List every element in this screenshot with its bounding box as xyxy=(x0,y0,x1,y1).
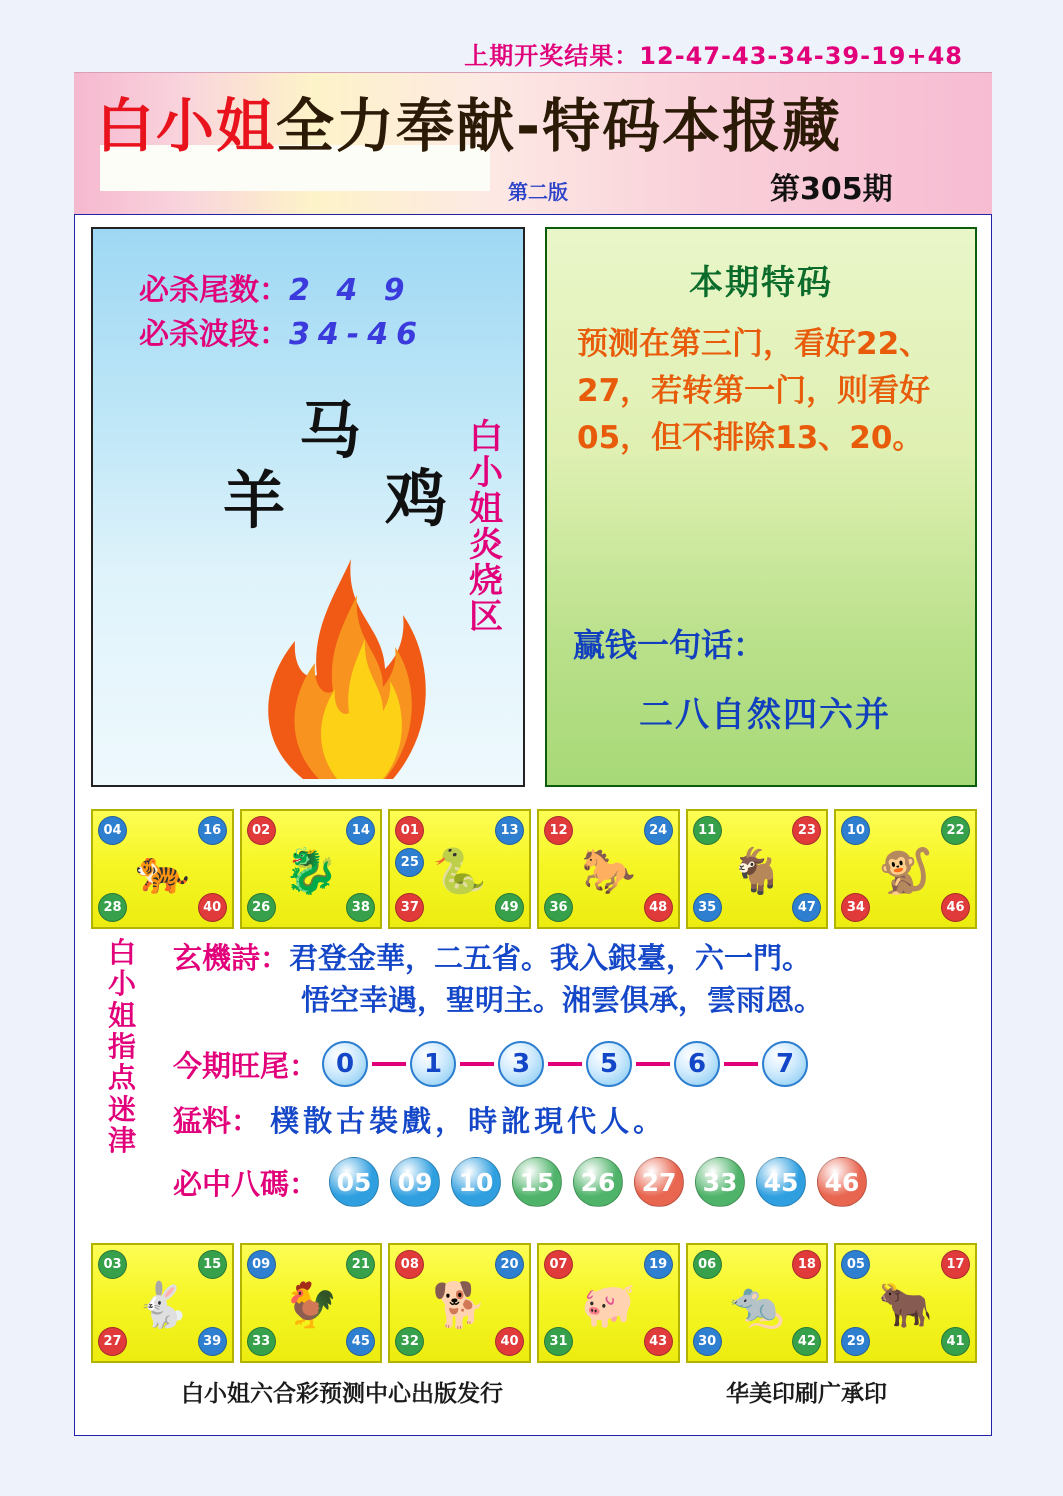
kill-range-value: 34-46 xyxy=(289,317,425,352)
middle-block xyxy=(91,933,977,1239)
animal-cell xyxy=(686,1243,829,1363)
issue-number: 第305期 xyxy=(770,172,893,207)
number-ball: 49 xyxy=(495,893,524,922)
animal-cell xyxy=(388,809,531,929)
hot-tail-value: 3 xyxy=(498,1041,544,1087)
title-rest: 全力奉献-特码本报藏 xyxy=(276,92,843,160)
number-ball: 02 xyxy=(247,816,276,845)
special-code-title: 本期特码 xyxy=(689,263,833,303)
right-panel xyxy=(545,227,977,787)
number-ball: 34 xyxy=(841,893,870,922)
hot-tail-separator xyxy=(724,1062,758,1066)
animal-cell xyxy=(537,809,680,929)
number-ball: 12 xyxy=(544,816,573,845)
number-ball: 15 xyxy=(198,1250,227,1279)
win-phrase-text: 二八自然四六并 xyxy=(639,695,891,735)
number-ball: 18 xyxy=(792,1250,821,1279)
animal-cell xyxy=(388,1243,531,1363)
hot-tails-values xyxy=(322,1041,808,1087)
hot-tail-separator xyxy=(548,1062,582,1066)
hot-tail-value: 0 xyxy=(322,1041,368,1087)
hot-tail-value: 5 xyxy=(586,1041,632,1087)
animal-cell xyxy=(537,1243,680,1363)
main-card xyxy=(74,214,992,1436)
number-ball: 48 xyxy=(644,893,673,922)
eight-code-ball: 09 xyxy=(390,1157,440,1207)
eight-code-ball: 33 xyxy=(695,1157,745,1207)
tip-text: 樸散古裝戲，時訛現代人。 xyxy=(270,1104,667,1138)
number-ball: 24 xyxy=(644,816,673,845)
number-ball: 36 xyxy=(544,893,573,922)
monkey-icon: 🐒 xyxy=(878,846,934,897)
poem-label: 玄機詩： xyxy=(173,941,290,975)
edition-badge: 第二版 xyxy=(508,180,568,204)
number-ball: 23 xyxy=(792,816,821,845)
left-panel xyxy=(91,227,525,787)
animal-cell xyxy=(91,1243,234,1363)
number-ball: 45 xyxy=(346,1327,375,1356)
last-draw-label: 上期开奖结果： xyxy=(464,42,640,70)
last-draw-numbers: 12-47-43-34-39-19+48 xyxy=(639,42,963,70)
kill-range-label: 必杀波段： xyxy=(139,317,289,352)
number-ball: 22 xyxy=(941,816,970,845)
number-ball: 32 xyxy=(395,1327,424,1356)
number-ball: 09 xyxy=(247,1250,276,1279)
number-ball: 19 xyxy=(644,1250,673,1279)
rat-icon: 🐀 xyxy=(729,1280,785,1331)
hot-tail-separator xyxy=(372,1062,406,1066)
number-ball: 06 xyxy=(693,1250,722,1279)
dragon-icon: 🐉 xyxy=(283,846,339,897)
number-ball: 46 xyxy=(941,893,970,922)
number-ball: 10 xyxy=(841,816,870,845)
footer-left: 白小姐六合彩预测中心出版发行 xyxy=(181,1381,503,1407)
number-ball: 37 xyxy=(395,893,424,922)
eight-codes-label: 必中八碼： xyxy=(173,1166,319,1201)
number-ball: 01 xyxy=(395,816,424,845)
number-ball: 33 xyxy=(247,1327,276,1356)
zodiac-rooster: 鸡 xyxy=(385,462,448,535)
number-ball: 03 xyxy=(98,1250,127,1279)
number-ball: 43 xyxy=(644,1327,673,1356)
last-draw-result xyxy=(0,36,1063,71)
win-phrase-label: 赢钱一句话： xyxy=(573,626,766,664)
horse-icon: 🐎 xyxy=(580,846,636,897)
number-ball: 39 xyxy=(198,1327,227,1356)
hot-tail-value: 7 xyxy=(762,1041,808,1087)
animal-cell xyxy=(240,1243,383,1363)
eight-code-ball: 10 xyxy=(451,1157,501,1207)
eight-code-ball: 05 xyxy=(329,1157,379,1207)
tiger-icon: 🐅 xyxy=(134,846,190,897)
number-ball: 40 xyxy=(495,1327,524,1356)
animal-cell xyxy=(834,1243,977,1363)
number-ball: 26 xyxy=(247,893,276,922)
footer-right: 华美印刷广承印 xyxy=(726,1381,887,1407)
number-ball: 21 xyxy=(346,1250,375,1279)
pig-icon: 🐖 xyxy=(580,1280,636,1331)
zodiac-goat: 羊 xyxy=(223,464,286,537)
number-ball: 13 xyxy=(495,816,524,845)
number-ball: 38 xyxy=(346,893,375,922)
number-ball: 16 xyxy=(198,816,227,845)
number-ball: 25 xyxy=(395,848,424,877)
number-ball: 28 xyxy=(98,893,127,922)
number-ball: 30 xyxy=(693,1327,722,1356)
hot-tail-separator xyxy=(460,1062,494,1066)
footer xyxy=(91,1375,977,1408)
number-ball: 35 xyxy=(693,893,722,922)
poem-block xyxy=(173,937,973,1021)
hot-tail-separator xyxy=(636,1062,670,1066)
vertical-brand-label: 白小姐炎烧区 xyxy=(469,417,503,638)
rooster-icon: 🐓 xyxy=(283,1280,339,1331)
hot-tail-value: 6 xyxy=(674,1041,720,1087)
animal-cell xyxy=(91,809,234,929)
eight-code-ball: 26 xyxy=(573,1157,623,1207)
number-ball: 41 xyxy=(941,1327,970,1356)
number-ball: 11 xyxy=(693,816,722,845)
number-ball: 40 xyxy=(198,893,227,922)
animal-cell xyxy=(240,809,383,929)
number-ball: 07 xyxy=(544,1250,573,1279)
poem-line-1: 君登金華，二五省。我入銀臺，六一門。 xyxy=(289,941,812,975)
animal-strip-top xyxy=(91,809,977,929)
animal-cell xyxy=(686,809,829,929)
number-ball: 47 xyxy=(792,893,821,922)
dog-icon: 🐕 xyxy=(432,1280,488,1331)
kill-tail-value: 2 4 9 xyxy=(289,273,413,308)
number-ball: 42 xyxy=(792,1327,821,1356)
number-ball: 14 xyxy=(346,816,375,845)
number-ball: 04 xyxy=(98,816,127,845)
tip-row xyxy=(173,1099,973,1140)
snake-icon: 🐍 xyxy=(432,846,488,897)
eight-code-ball: 45 xyxy=(756,1157,806,1207)
side-vertical-label: 白小姐指点迷津 xyxy=(107,936,136,1158)
animal-cell xyxy=(834,809,977,929)
tip-label: 猛料： xyxy=(173,1104,261,1138)
brand-name: 白小姐 xyxy=(96,92,277,160)
ox-icon: 🐂 xyxy=(878,1280,934,1331)
number-ball: 08 xyxy=(395,1250,424,1279)
rabbit-icon: 🐇 xyxy=(134,1280,190,1331)
kill-tail-row xyxy=(139,265,413,309)
goat-icon: 🐐 xyxy=(729,846,785,897)
kill-tail-label: 必杀尾数： xyxy=(139,273,289,308)
number-ball: 20 xyxy=(495,1250,524,1279)
flame-icon xyxy=(233,529,453,779)
special-code-body: 预测在第三门，看好22、27，若转第一门，则看好05，但不排除13、20。 xyxy=(577,326,931,457)
page-title xyxy=(96,79,976,159)
animal-strip-bottom xyxy=(91,1243,977,1363)
number-ball: 05 xyxy=(841,1250,870,1279)
poem-line-2: 悟空幸遇，聖明主。湘雲俱承，雲雨恩。 xyxy=(301,983,824,1018)
kill-range-row xyxy=(139,309,425,353)
hot-tail-value: 1 xyxy=(410,1041,456,1087)
hot-tails-label: 今期旺尾： xyxy=(173,1048,319,1083)
number-ball: 17 xyxy=(941,1250,970,1279)
zodiac-horse: 马 xyxy=(299,394,362,467)
eight-codes-row xyxy=(173,1157,973,1207)
eight-code-ball: 46 xyxy=(817,1157,867,1207)
hot-tails-row xyxy=(173,1041,973,1087)
number-ball: 27 xyxy=(98,1327,127,1356)
number-ball: 31 xyxy=(544,1327,573,1356)
number-ball: 29 xyxy=(841,1327,870,1356)
eight-code-ball: 27 xyxy=(634,1157,684,1207)
eight-code-ball: 15 xyxy=(512,1157,562,1207)
eight-codes-values xyxy=(318,1157,867,1207)
